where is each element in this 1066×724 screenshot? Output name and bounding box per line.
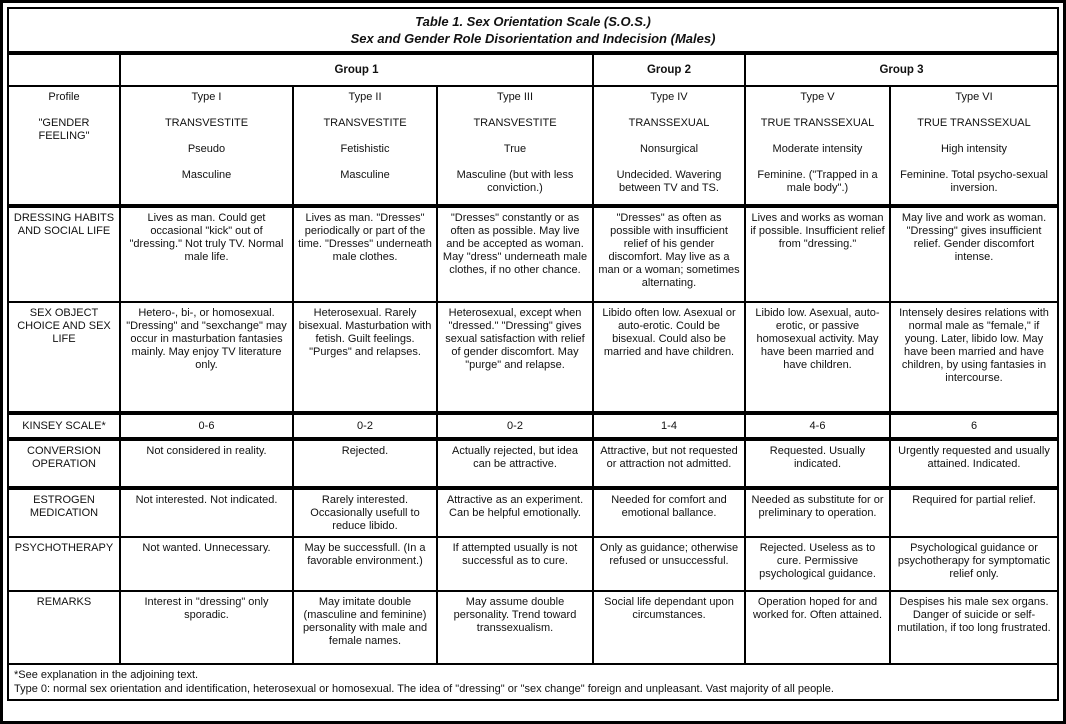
cell-psycho-type-2: May be successfull. (In a favorable environment.) (293, 537, 437, 591)
psychotherapy-row (8, 537, 1058, 591)
cell-estrogen-type-1: Not interested. Not indicated. (120, 488, 293, 537)
cell-psycho-type-1: Not wanted. Unnecessary. (120, 537, 293, 591)
cell-conversion-type-2: Rejected. (293, 439, 437, 488)
type-name: TRUE TRANSSEXUAL (760, 117, 875, 129)
cell-conversion-type-1: Not considered in reality. (120, 439, 293, 488)
cell-estrogen-type-5: Needed as substitute for or preliminary to operation. (745, 488, 890, 537)
row-label-profile (8, 86, 120, 206)
empty-header-cell (8, 53, 120, 86)
type-label: Type V (800, 91, 835, 103)
cell-psycho-type-6: Psychological guidance or psychotherapy for symptomatic relief only. (890, 537, 1058, 591)
footnote-row (8, 664, 1058, 700)
cell-kinsey-type-1: 0-6 (120, 413, 293, 439)
type-variant: True (503, 143, 527, 155)
row-label-estrogen: ESTROGEN MEDICATION (8, 488, 120, 537)
cell-psycho-type-5: Rejected. Useless as to cure. Permissive psychological guidance. (745, 537, 890, 591)
profile-row (8, 86, 1058, 206)
cell-dressing-type-1: Lives as man. Could get occasional "kick" out of "dressing." Not truly TV. Normal male life. (120, 206, 293, 302)
type-label: Type I (191, 91, 222, 103)
cell-sexobj-type-4: Libido often low. Asexual or auto-erotic. Could be bisexual. Could also be married and have children. (593, 302, 745, 413)
cell-sexobj-type-2: Heterosexual. Rarely bisexual. Masturbation with fetish. Guilt feelings. "Purges" and relapses. (293, 302, 437, 413)
type-gender-feeling: Masculine (181, 169, 232, 181)
table-title-line1: Table 1. Sex Orientation Scale (S.O.S.) (415, 14, 651, 29)
sex-object-row (8, 302, 1058, 413)
cell-remarks-type-1: Interest in "dressing" only sporadic. (120, 591, 293, 664)
cell-conversion-type-5: Requested. Usually indicated. (745, 439, 890, 488)
type-variant: Pseudo (187, 143, 226, 155)
cell-sexobj-type-3: Heterosexual, except when "dressed." "Dressing" gives sexual satisfaction with relief of gender discomfort. May "purge" and relapse. (437, 302, 593, 413)
profile-cell-type-3 (437, 86, 593, 206)
profile-cell-type-4 (593, 86, 745, 206)
cell-estrogen-type-4: Needed for comfort and emotional ballance. (593, 488, 745, 537)
cell-conversion-type-6: Urgently requested and usually attained. Indicated. (890, 439, 1058, 488)
row-label-dressing-habits: DRESSING HABITS AND SOCIAL LIFE (8, 206, 120, 302)
title-row (8, 8, 1058, 53)
cell-remarks-type-4: Social life dependant upon circumstances. (593, 591, 745, 664)
cell-kinsey-type-2: 0-2 (293, 413, 437, 439)
cell-dressing-type-5: Lives and works as woman if possible. Insufficient relief from "dressing." (745, 206, 890, 302)
type-label: Type II (348, 91, 382, 103)
cell-dressing-type-3: "Dresses" constantly or as often as possible. May live and be accepted as woman. May "dress" underneath male clothes, if no other chance. (437, 206, 593, 302)
dressing-habits-row (8, 206, 1058, 302)
profile-cell-type-2 (293, 86, 437, 206)
footnote-cell (8, 664, 1058, 700)
profile-cell-type-5 (745, 86, 890, 206)
row-label-psychotherapy: PSYCHOTHERAPY (8, 537, 120, 591)
type-name: TRUE TRANSSEXUAL (917, 117, 1031, 129)
cell-remarks-type-5: Operation hoped for and worked for. Often attained. (745, 591, 890, 664)
row-label-conversion: CONVERSION OPERATION (8, 439, 120, 488)
type-gender-feeling: Undecided. Wavering between TV and TS. (616, 169, 722, 194)
type-name: TRANSSEXUAL (628, 117, 710, 129)
type-label: Type VI (955, 91, 993, 103)
remarks-row (8, 591, 1058, 664)
group-3-header: Group 3 (745, 53, 1058, 86)
profile-cell-type-6 (890, 86, 1058, 206)
type-label: Type IV (650, 91, 688, 103)
cell-estrogen-type-3: Attractive as an experiment. Can be helpful emotionally. (437, 488, 593, 537)
sos-table (7, 7, 1059, 701)
type-variant: High intensity (940, 143, 1008, 155)
cell-sexobj-type-1: Hetero-, bi-, or homosexual. "Dressing" and "sexchange" may occur in masturbation fantasies mainly. May enjoy TV literature only. (120, 302, 293, 413)
type-gender-feeling: Masculine (but with less conviction.) (456, 169, 574, 194)
cell-remarks-type-3: May assume double personality. Trend toward transsexualism. (437, 591, 593, 664)
table-title-cell (8, 8, 1058, 53)
estrogen-medication-row (8, 488, 1058, 537)
type-variant: Nonsurgical (639, 143, 699, 155)
type-name: TRANSVESTITE (473, 117, 557, 129)
group-header-row (8, 53, 1058, 86)
cell-sexobj-type-6: Intensely desires relations with normal male as "female," if young. Later, libido low. May have been married and have children, by using fantasies in intercourse. (890, 302, 1058, 413)
cell-estrogen-type-2: Rarely interested. Occasionally usefull to reduce libido. (293, 488, 437, 537)
cell-dressing-type-2: Lives as man. "Dresses" periodically or part of the time. "Dresses" underneath male clothes. (293, 206, 437, 302)
cell-estrogen-type-6: Required for partial relief. (890, 488, 1058, 537)
cell-dressing-type-4: "Dresses" as often as possible with insufficient relief of his gender discomfort. May live as a man or a woman; sometimes alternating. (593, 206, 745, 302)
cell-kinsey-type-3: 0-2 (437, 413, 593, 439)
cell-psycho-type-4: Only as guidance; otherwise refused or unsuccessful. (593, 537, 745, 591)
group-2-header: Group 2 (593, 53, 745, 86)
row-label-kinsey-scale: KINSEY SCALE* (8, 413, 120, 439)
cell-kinsey-type-4: 1-4 (593, 413, 745, 439)
type-variant: Fetishistic (340, 143, 390, 155)
type-label: Type III (496, 91, 534, 103)
group-1-header: Group 1 (120, 53, 593, 86)
footnote-type-0: Type 0: normal sex orientation and identification, heterosexual or homosexual. The idea of "dressing" or "sex change" foreign and unpleasant. Vast majority of all people. (14, 683, 834, 695)
footnote-asterisk: *See explanation in the adjoining text. (14, 669, 199, 681)
type-name: TRANSVESTITE (323, 117, 407, 129)
row-label-remarks: REMARKS (8, 591, 120, 664)
cell-sexobj-type-5: Libido low. Asexual, auto-erotic, or passive homosexual activity. May have been married and have children. (745, 302, 890, 413)
cell-remarks-type-2: May imitate double (masculine and feminine) personality with male and female names. (293, 591, 437, 664)
type-variant: Moderate intensity (772, 143, 863, 155)
row-label-sex-object: SEX OBJECT CHOICE AND SEX LIFE (8, 302, 120, 413)
type-gender-feeling: Feminine. Total psycho-sexual inversion. (900, 169, 1048, 194)
profile-cell-type-1 (120, 86, 293, 206)
conversion-operation-row (8, 439, 1058, 488)
profile-label-top: Profile (48, 91, 80, 103)
cell-kinsey-type-5: 4-6 (745, 413, 890, 439)
type-name: TRANSVESTITE (164, 117, 249, 129)
cell-conversion-type-3: Actually rejected, but idea can be attractive. (437, 439, 593, 488)
kinsey-scale-row (8, 413, 1058, 439)
cell-dressing-type-6: May live and work as woman. "Dressing" gives insufficient relief. Gender discomfort intense. (890, 206, 1058, 302)
type-gender-feeling: Feminine. ("Trapped in a male body".) (757, 169, 878, 194)
cell-conversion-type-4: Attractive, but not requested or attraction not admitted. (593, 439, 745, 488)
cell-remarks-type-6: Despises his male sex organs. Danger of suicide or self-mutilation, if too long frustrated. (890, 591, 1058, 664)
cell-kinsey-type-6: 6 (890, 413, 1058, 439)
table-title-line2: Sex and Gender Role Disorientation and Indecision (Males) (350, 31, 716, 46)
type-gender-feeling: Masculine (340, 169, 390, 181)
profile-label-bottom: "GENDER FEELING" (38, 117, 90, 142)
cell-psycho-type-3: If attempted usually is not successful as to cure. (437, 537, 593, 591)
